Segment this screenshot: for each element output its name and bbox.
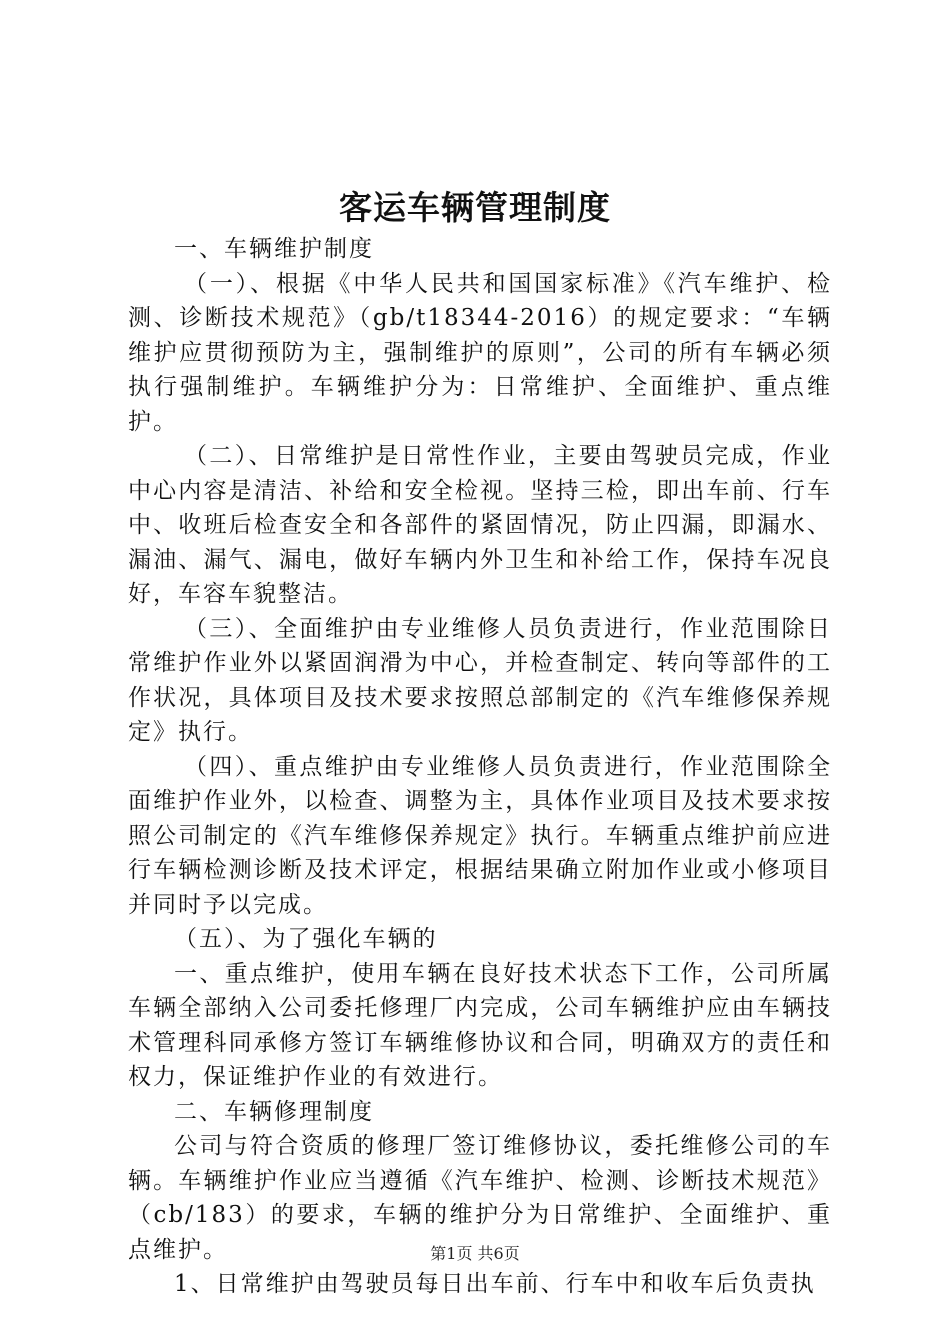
document-body xyxy=(128,232,832,1302)
page-number: 第1页 共6页 xyxy=(430,1244,520,1263)
paragraph-6: 一、重点维护，使用车辆在良好技术状态下工作，公司所属车辆全部纳入公司委托修理厂内完成，公司车辆维护应由车辆技术管理科同承修方签订车辆维修协议和合同，明确双方的责任和权力，保证维护作业的有效进行。 xyxy=(128,960,832,1090)
document-title: 客运车辆管理制度 xyxy=(339,188,611,227)
paragraph-5: （五）、为了强化车辆的 xyxy=(174,926,438,952)
section-heading-maintenance: 一、车辆维护制度 xyxy=(174,236,374,262)
paragraph-3: （三）、全面维护由专业维修人员负责进行，作业范围除日常维护作业外以紧固润滑为中心，并检查制定、转向等部件的工作状况，具体项目及技术要求按照总部制定的《汽车维修保养规定》执行。 xyxy=(128,615,832,745)
section-heading-repair: 二、车辆修理制度 xyxy=(174,1098,374,1125)
paragraph-1: （一）、根据《中华人民共和国国家标准》《汽车维护、检测、诊断技术规范》（gb/t18344-2016）的规定要求：“车辆维护应贯彻预防为主，强制维护的原则”，公司的所有车辆必须执行强制维护。车辆维护分为：日常维护、全面维护、重点维护。 xyxy=(128,270,832,435)
paragraph-7: 公司与符合资质的修理厂签订维修协议，委托维修公司的车辆。车辆维护作业应当遵循《汽车维护、检测、诊断技术规范》（cb/183）的要求，车辆的维护分为日常维护、全面维护、重点维护。 xyxy=(128,1133,832,1263)
paragraph-8: 1、日常维护由驾驶员每日出车前、行车中和收车后负责执 xyxy=(174,1271,816,1297)
paragraph-2: （二）、日常维护是日常性作业，主要由驾驶员完成，作业中心内容是清洁、补给和安全检视。坚持三检，即出车前、行车中、收班后检查安全和各部件的紧固情况，防止四漏，即漏水、漏油、漏气、漏电，做好车辆内外卫生和补给工作，保持车况良好，车容车貌整洁。 xyxy=(128,443,832,607)
paragraph-4: （四）、重点维护由专业维修人员负责进行，作业范围除全面维护作业外，以检查、调整为主，具体作业项目及技术要求按照公司制定的《汽车维修保养规定》执行。车辆重点维护前应进行车辆检测诊断及技术评定，根据结果确立附加作业或小修项目并同时予以完成。 xyxy=(128,753,832,918)
